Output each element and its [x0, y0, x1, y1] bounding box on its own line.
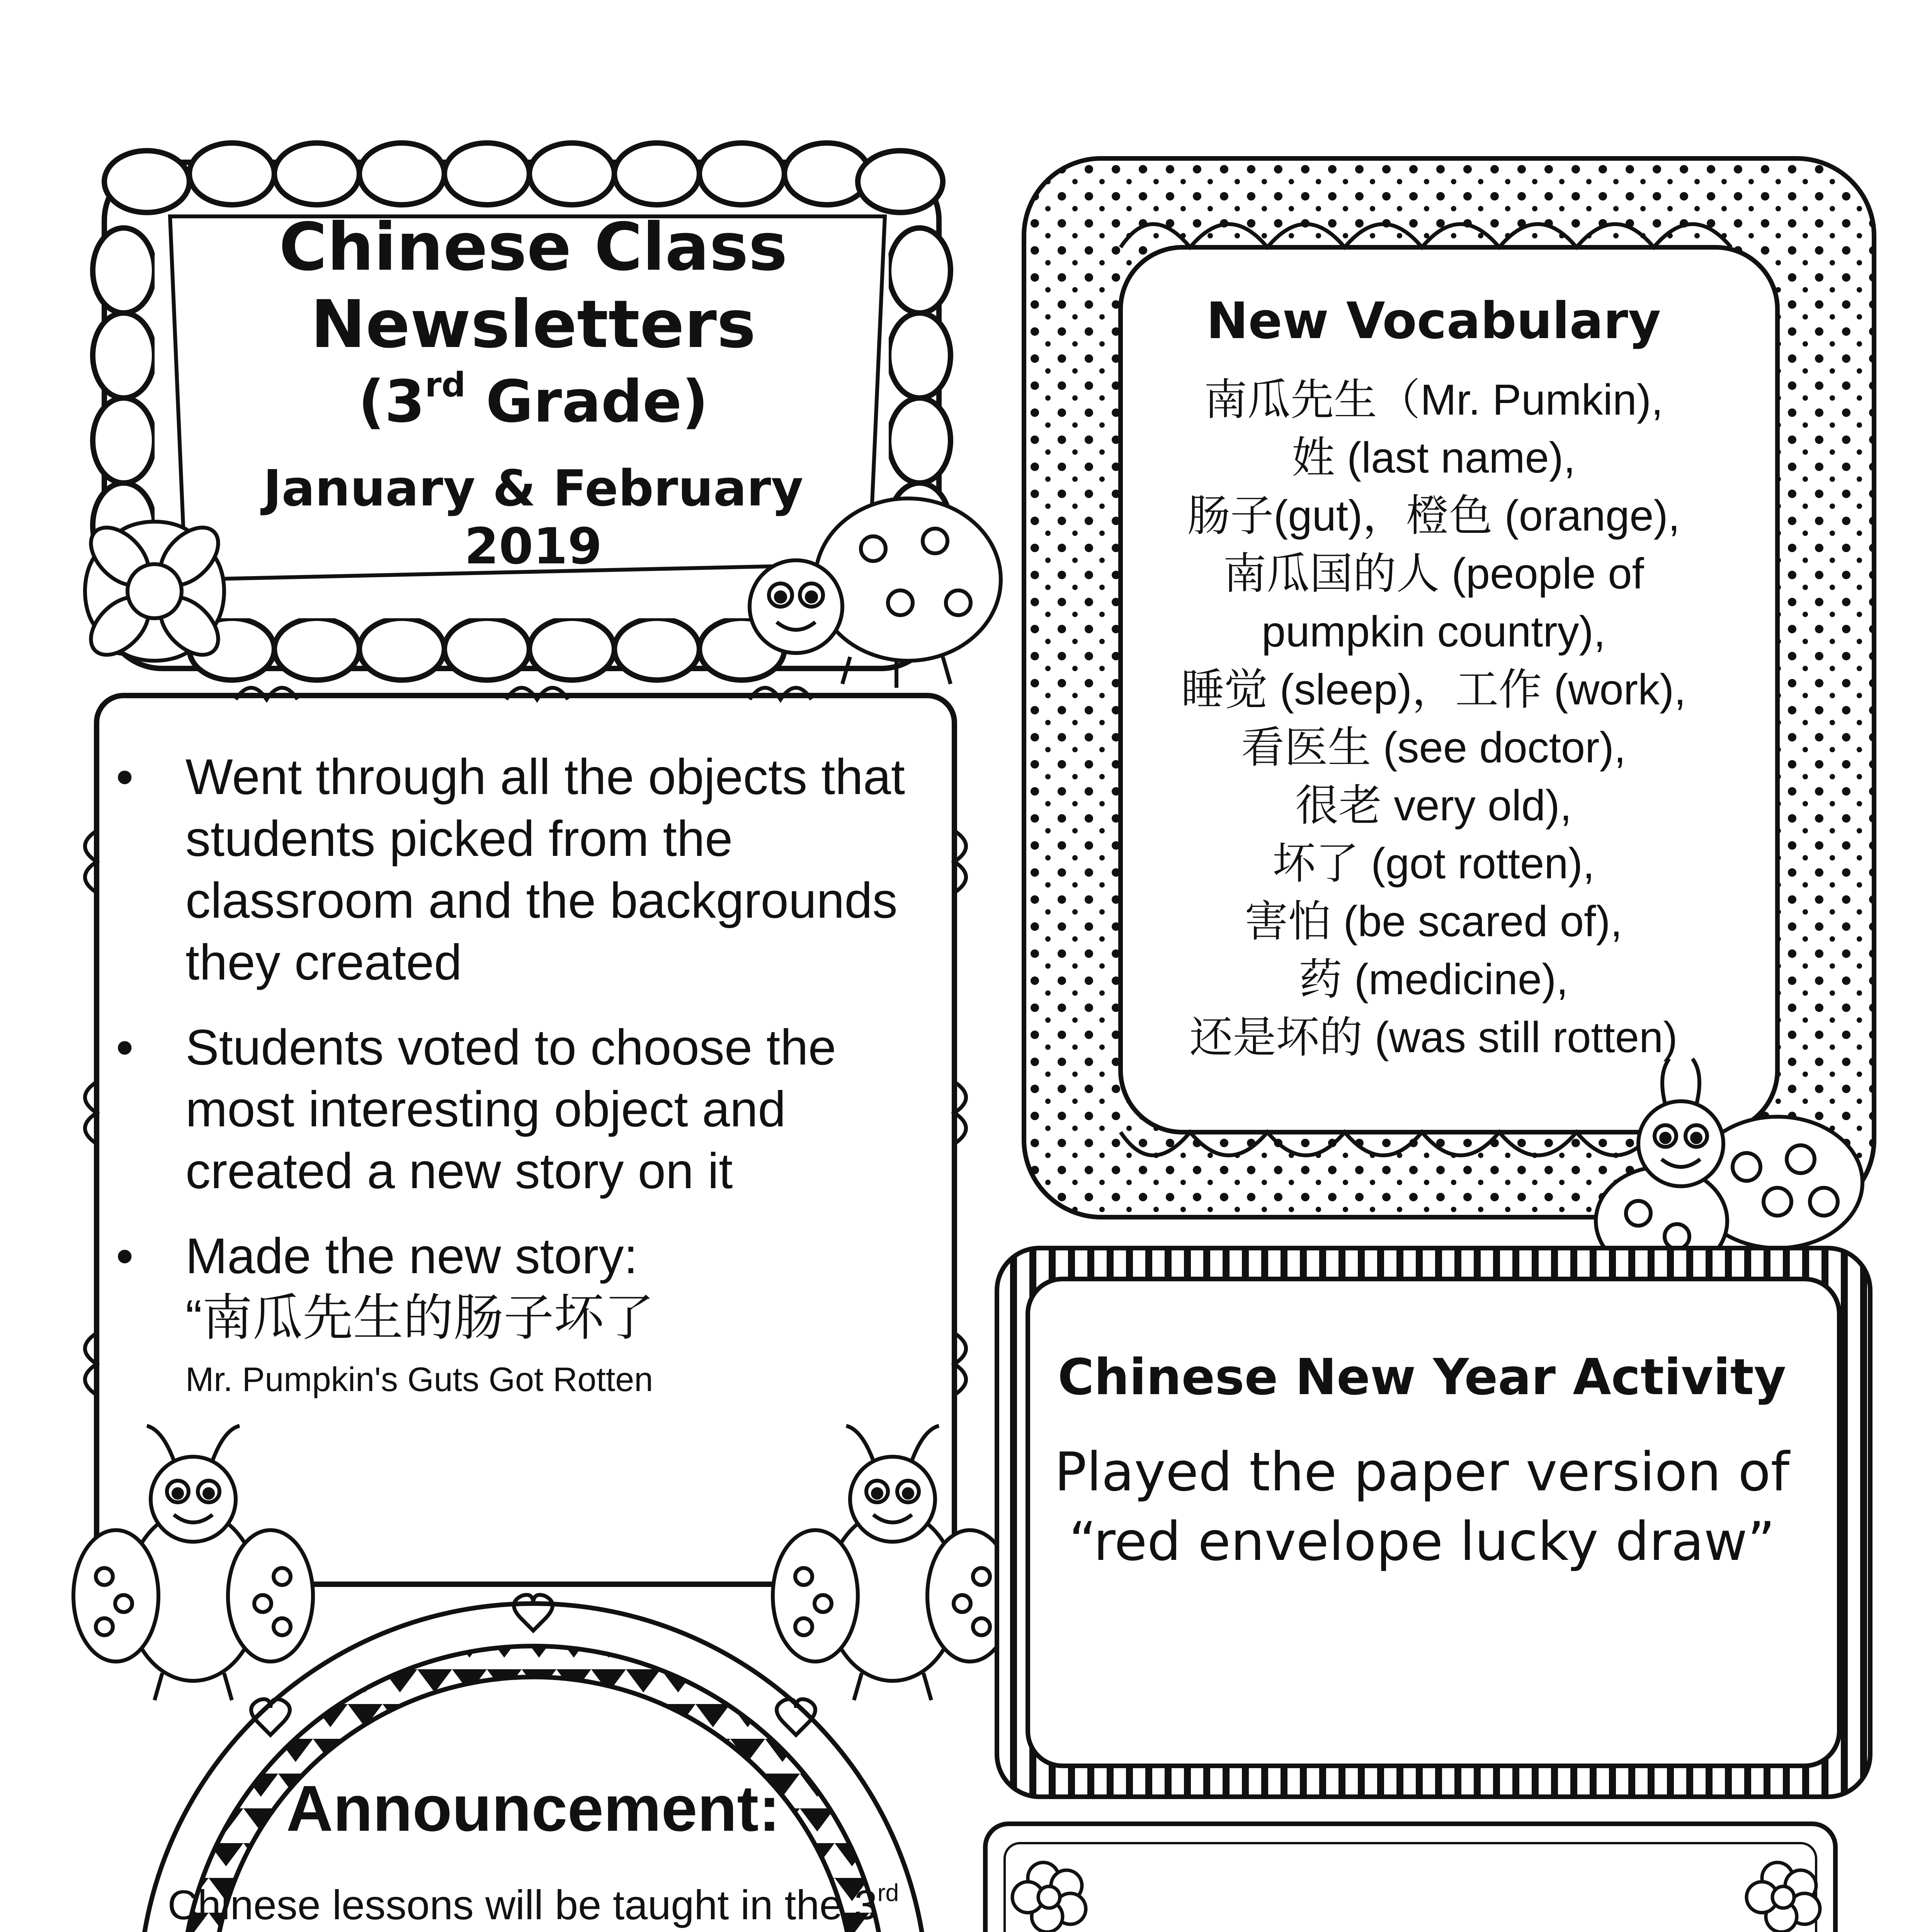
vocab-item: 还是坏的 (was still rotten): [1189, 1013, 1678, 1061]
vocab-item: 睡觉 (sleep)，工作 (work),: [1181, 665, 1686, 714]
title-line-2: Newsletters: [310, 286, 756, 363]
title-line-1: Chinese Class: [279, 209, 788, 286]
vocab-item: 南瓜国的人 (people of: [1223, 549, 1644, 598]
vocab-item: pumpkin country),: [1261, 607, 1606, 656]
activities-list: [104, 746, 939, 1426]
list-item: [104, 746, 939, 993]
announcement-heading: Announcement:: [286, 1772, 781, 1845]
newsletter-title: [166, 209, 900, 576]
activity-text: Students voted to choose the most interesting object and created a new story on it: [185, 1019, 836, 1199]
list-item: [104, 1016, 939, 1202]
bullet: •: [116, 1019, 134, 1075]
activity-text: Made the new story:: [185, 1228, 638, 1284]
story-title-chinese: “南瓜先生的肠子坏了: [185, 1289, 655, 1346]
date-line-1: January & February: [263, 460, 803, 517]
announcement-section: [166, 1770, 900, 1932]
bullet: •: [116, 748, 134, 805]
grade-open: (3: [358, 368, 425, 435]
grade-close: Grade): [465, 368, 709, 435]
activity-text: Went through all the objects that students picked from the classroom and the backgrounds they created: [185, 748, 905, 990]
grade-superscript: rd: [425, 365, 466, 405]
vocabulary-heading: New Vocabulary: [1206, 291, 1661, 350]
vocab-item: 很老 very old),: [1295, 781, 1572, 830]
date-line-2: 2019: [464, 518, 602, 575]
vocab-item: 坏了 (got rotten),: [1272, 839, 1595, 888]
vocab-item: 害怕 (be scared of),: [1245, 897, 1622, 946]
story-title-english: Mr. Pumpkin's Guts Got Rotten: [185, 1360, 653, 1398]
announcement-superscript: rd: [877, 1879, 899, 1907]
vocab-item: 南瓜先生（Mr. Pumkin),: [1204, 376, 1663, 424]
grade-label: [166, 363, 900, 440]
new-year-line-2: “red envelope lucky draw”: [1069, 1510, 1775, 1573]
vocabulary-section: [1066, 286, 1801, 1066]
vocab-item: 药 (medicine),: [1299, 955, 1568, 1003]
vocab-item: 看医生 (see doctor),: [1241, 723, 1626, 772]
announcement-text-a: Chinese lessons will be taught in the 3: [167, 1881, 878, 1928]
new-year-line-1: Played the paper version of: [1054, 1441, 1790, 1503]
bullet: •: [116, 1228, 134, 1284]
announcement-text: [166, 1878, 900, 1932]
new-year-section: [1020, 1345, 1824, 1577]
vocab-item: 姓 (last name),: [1291, 434, 1576, 482]
new-year-heading: Chinese New Year Activity: [1058, 1349, 1786, 1406]
list-item: [104, 1225, 939, 1403]
vocab-item: 肠子(gut)，橙色 (orange),: [1187, 492, 1680, 540]
contact-frame: [985, 1824, 1835, 1932]
